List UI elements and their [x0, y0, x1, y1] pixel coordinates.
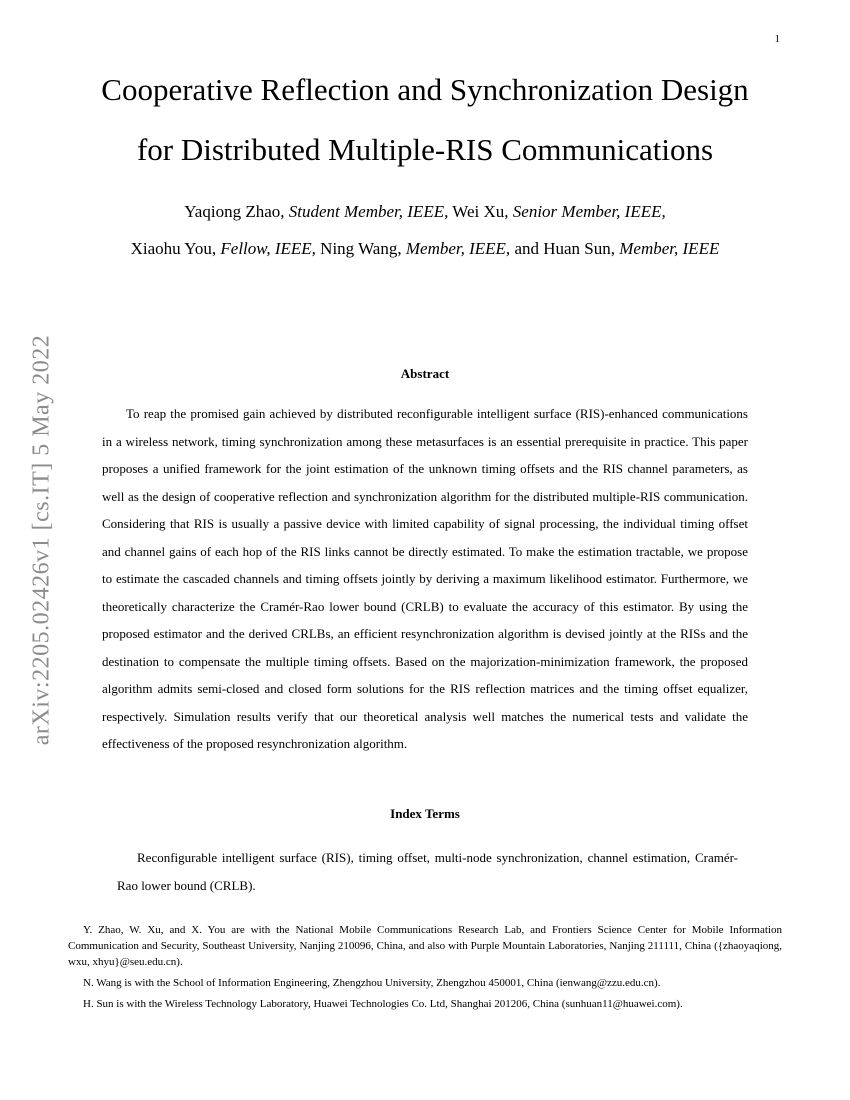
index-terms-heading: Index Terms [390, 806, 460, 821]
footnote: Y. Zhao, W. Xu, and X. You are with the National Mobile Communications Research Lab, and Frontiers Science Center for Mobile Information Communication and Security, Southeast University, Nanjing 210096, China, and also with Purple Mountain Laboratories, Nanjing 211111, China ({zhaoyaqiong, wxu, xhyu}@seu.edu.cn). [68, 924, 782, 968]
page-number: 1 [774, 33, 780, 45]
author-name: Xiaohu You, [130, 239, 221, 258]
footnote: H. Sun is with the Wireless Technology Laboratory, Huawei Technologies Co. Ltd, Shanghai 201206, China (sunhuan11@huawei.com). [83, 998, 683, 1010]
author-membership: Senior Member, IEEE, [512, 202, 666, 221]
author-line-2 [50, 230, 800, 267]
author-name: Yaqiong Zhao, [184, 202, 289, 221]
abstract-text: To reap the promised gain achieved by distributed reconfigurable intelligent surface (RIS)-enhanced communications in a wireless network, timing synchronization among these metasurfaces is an essential prerequisite in practice. This paper proposes a unified framework for the joint estimation of the unknown timing offsets and the RIS channel parameters, as well as the design of cooperative reflection and synchronization algorithm for the distributed multiple-RIS communication. Considering that RIS is usually a passive device with limited capability of signal processing, the individual timing offset and channel gains of each hop of the RIS links cannot be directly estimated. To make the estimation tractable, we propose to estimate the cascaded channels and timing offsets jointly by deriving a maximum likelihood estimator. Furthermore, we theoretically characterize the Cramér-Rao lower bound (CRLB) to evaluate the accuracy of this estimator. By using the proposed estimator and the derived CRLBs, an efficient resynchronization algorithm is devised jointly at the RISs and the destination to compensate the multiple timing offsets. Based on the majorization-minimization framework, the proposed algorithm admits semi-closed and closed form solutions for the RIS reflection matrices and the timing offset equalizer, respectively. Simulation results verify that our theoretical analysis well matches the numerical tests and validate the effectiveness of the proposed resynchronization algorithm. [102, 406, 748, 751]
index-terms-text: Reconfigurable intelligent surface (RIS), timing offset, multi-node synchronization, channel estimation, Cramér-Rao lower bound (CRLB). [117, 850, 738, 893]
author-membership: Student Member, IEEE, [288, 202, 449, 221]
title-line-2: for Distributed Multiple-RIS Communications [136, 132, 714, 167]
paper-title [50, 60, 800, 180]
affiliation-footnotes [68, 922, 782, 1017]
abstract-heading: Abstract [400, 366, 450, 381]
author-name: Wei Xu, [448, 202, 513, 221]
author-list [50, 193, 800, 267]
arxiv-identifier: arXiv:2205.02426v1 [cs.IT] 5 May 2022 [28, 334, 55, 746]
author-line-1 [50, 193, 800, 230]
author-membership: Member, IEEE, [405, 239, 511, 258]
author-membership: Fellow, IEEE, [220, 239, 316, 258]
title-line-1: Cooperative Reflection and Synchronization Design [101, 72, 749, 107]
author-name: Ning Wang, [315, 239, 406, 258]
author-name: and Huan Sun, [510, 239, 620, 258]
author-membership: Member, IEEE [619, 239, 720, 258]
footnote: N. Wang is with the School of Information Engineering, Zhengzhou University, Zhengzhou 450001, China (ienwang@zzu.edu.cn). [83, 977, 661, 989]
